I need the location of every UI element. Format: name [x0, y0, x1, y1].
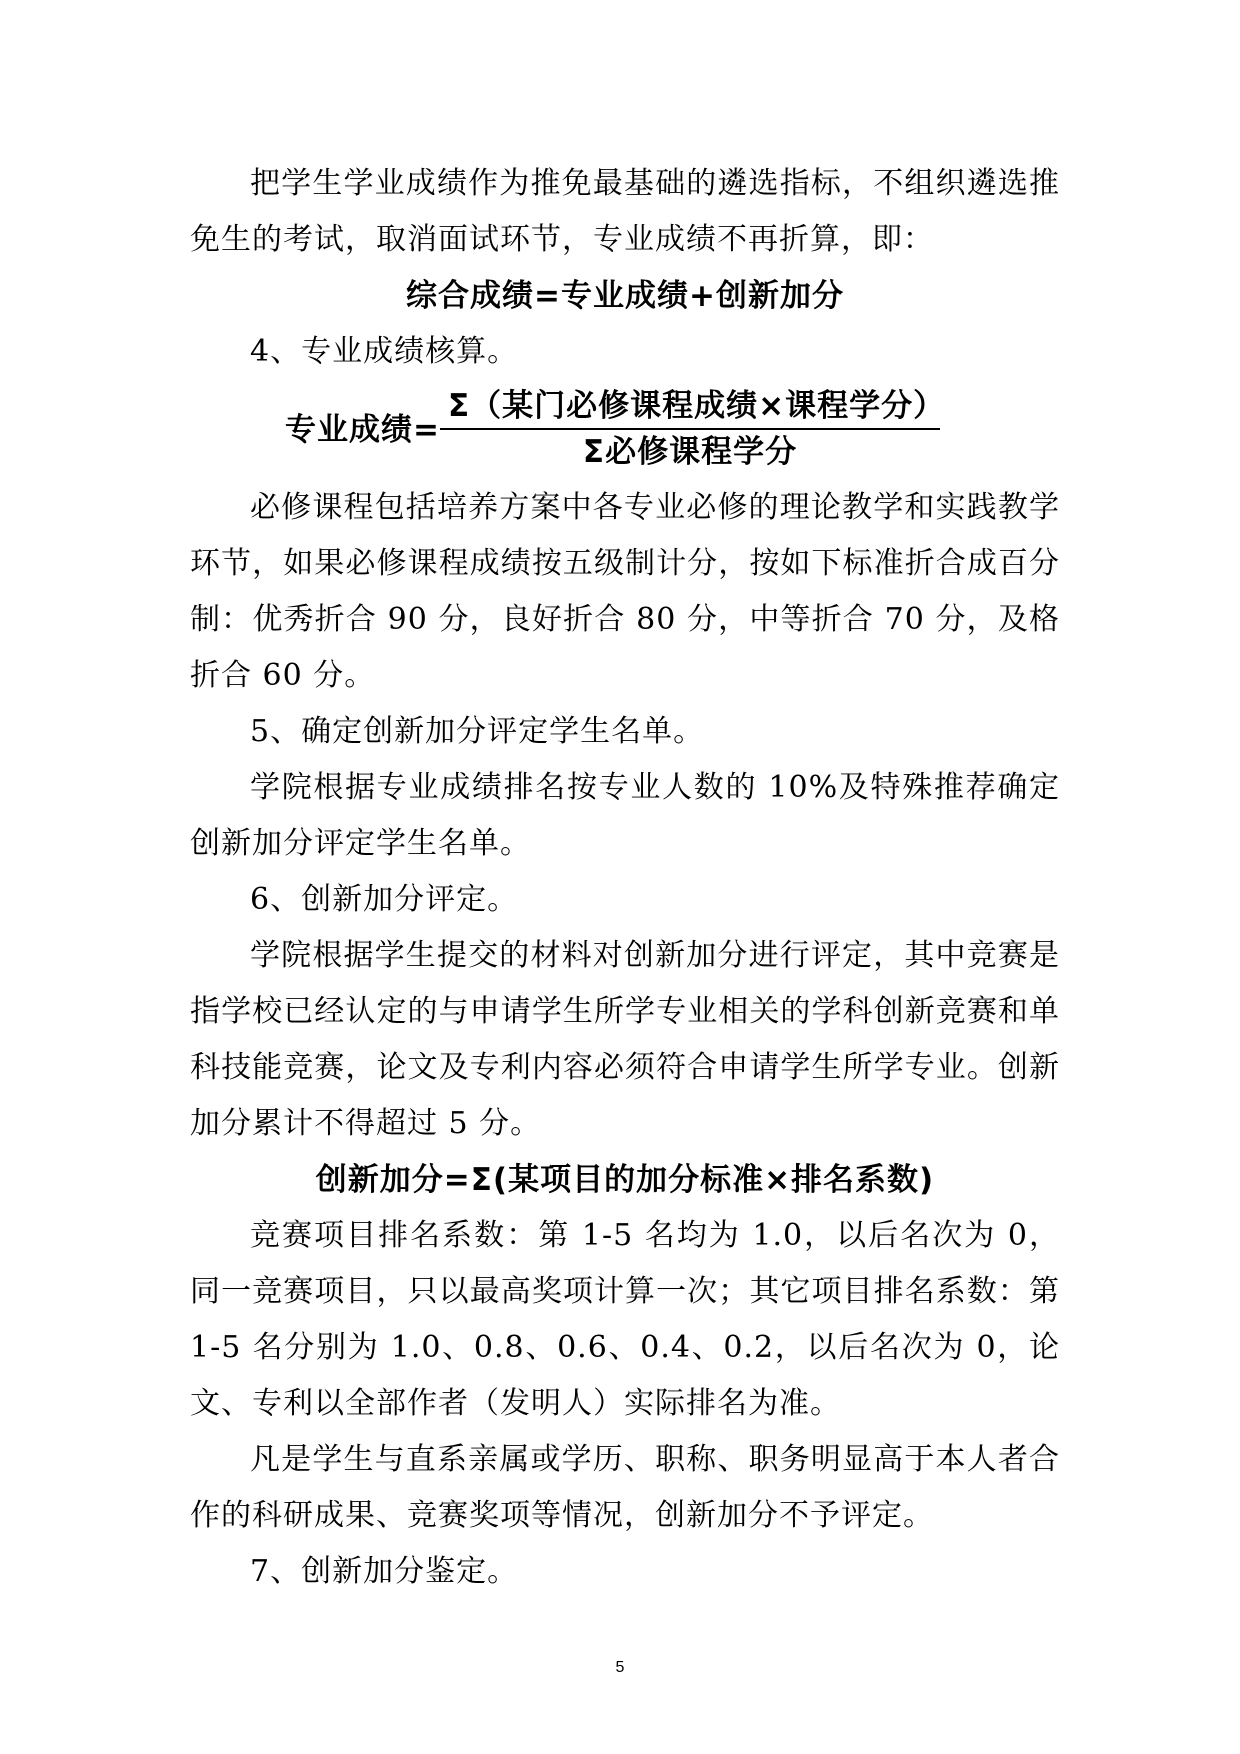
paragraph-student-list: 学院根据专业成绩排名按专业人数的 10%及特殊推荐确定创新加分评定学生名单。	[190, 770, 1060, 861]
fraction-numerator: Σ（某门必修课程成绩×课程学分）	[448, 388, 946, 424]
paragraph-innovation-evaluation: 学院根据学生提交的材料对创新加分进行评定，其中竞赛是指学校已经认定的与申请学生所学专业相关的学科创新竞赛和单科技能竞赛，论文及专利内容必须符合申请学生所学专业。创新加分累计不得超过 5 分。	[190, 938, 1060, 1141]
fraction-denominator: Σ必修课程学分	[582, 434, 798, 470]
formula-professional-score	[190, 386, 1060, 476]
fraction	[440, 386, 946, 472]
formula-label: 专业成绩=	[285, 412, 440, 448]
section-heading-4: 4、专业成绩核算。	[250, 334, 519, 369]
section-heading-5: 5、确定创新加分评定学生名单。	[250, 714, 705, 749]
formula-total-score: 综合成绩=专业成绩+创新加分	[406, 278, 844, 314]
paragraph-ranking-coefficient: 竞赛项目排名系数：第 1-5 名均为 1.0，以后名次为 0，同一竞赛项目，只以最高奖项计算一次；其它项目排名系数：第 1-5 名分别为 1.0、0.8、0.6、0.4、0.2，以后名次为 0，论文、专利以全部作者（发明人）实际排名为准。	[190, 1218, 1060, 1421]
fraction-bar	[440, 428, 940, 430]
section-heading-6: 6、创新加分评定。	[250, 882, 519, 917]
formula-innovation-score: 创新加分=Σ(某项目的加分标准×排名系数)	[315, 1162, 935, 1198]
document-body	[190, 156, 1060, 1600]
page-number: 5	[615, 1659, 625, 1676]
paragraph-required-courses: 必修课程包括培养方案中各专业必修的理论教学和实践教学环节，如果必修课程成绩按五级制计分，按如下标准折合成百分制：优秀折合 90 分，良好折合 80 分，中等折合 70 分，及格折合 60 分。	[190, 490, 1060, 693]
paragraph-selection-basis: 把学生学业成绩作为推免最基础的遴选指标，不组织遴选推免生的考试，取消面试环节，专业成绩不再折算，即：	[190, 166, 1060, 257]
section-heading-7: 7、创新加分鉴定。	[250, 1554, 519, 1589]
paragraph-exclusion-rule: 凡是学生与直系亲属或学历、职称、职务明显高于本人者合作的科研成果、竞赛奖项等情况，创新加分不予评定。	[190, 1442, 1060, 1533]
